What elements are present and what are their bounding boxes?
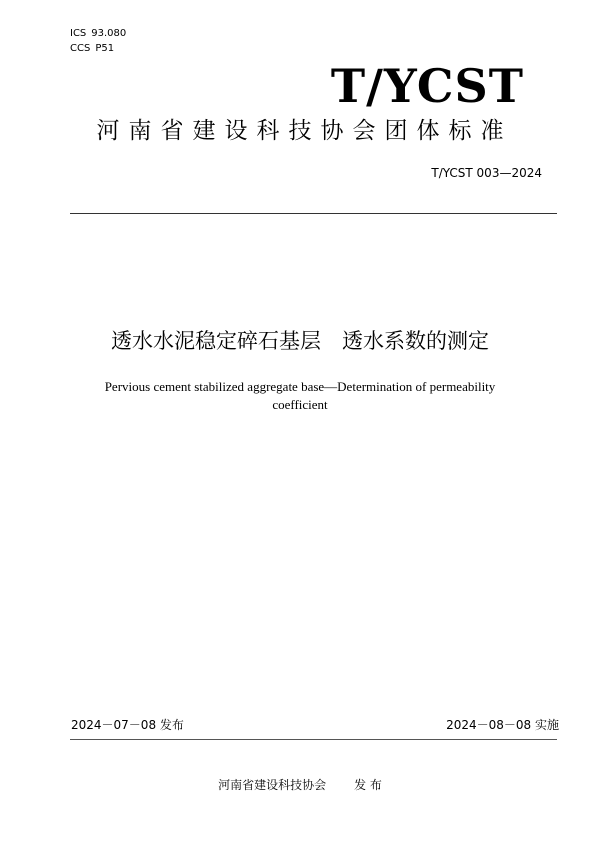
ccs-label: CCS (70, 43, 91, 54)
footer-divider (70, 739, 557, 740)
ccs-code (70, 41, 126, 56)
ics-label: ICS (70, 28, 87, 39)
standard-number: T/YCST 003—2024 (431, 166, 542, 180)
classification-codes (70, 26, 126, 56)
ics-value: 93.080 (91, 28, 127, 39)
ics-code (70, 26, 126, 41)
publisher-name: 河南省建设科技协会 (218, 778, 327, 792)
header-divider (70, 213, 557, 214)
standard-logo: T/YCST (330, 59, 524, 113)
publish-action: 发 布 (354, 778, 382, 792)
document-title-chinese: 透水水泥稳定碎石基层 透水系数的测定 (111, 329, 489, 353)
issue-date: 2024－07－08 发布 (71, 718, 184, 732)
implementation-date: 2024－08－08 实施 (446, 718, 559, 732)
publisher-line (0, 776, 600, 794)
organization-title: 河南省建设科技协会团体标准 (96, 118, 513, 144)
document-title-english: Pervious cement stabilized aggregate base—Determination of permeability coefficient (104, 379, 496, 412)
ccs-value: P51 (95, 43, 115, 54)
